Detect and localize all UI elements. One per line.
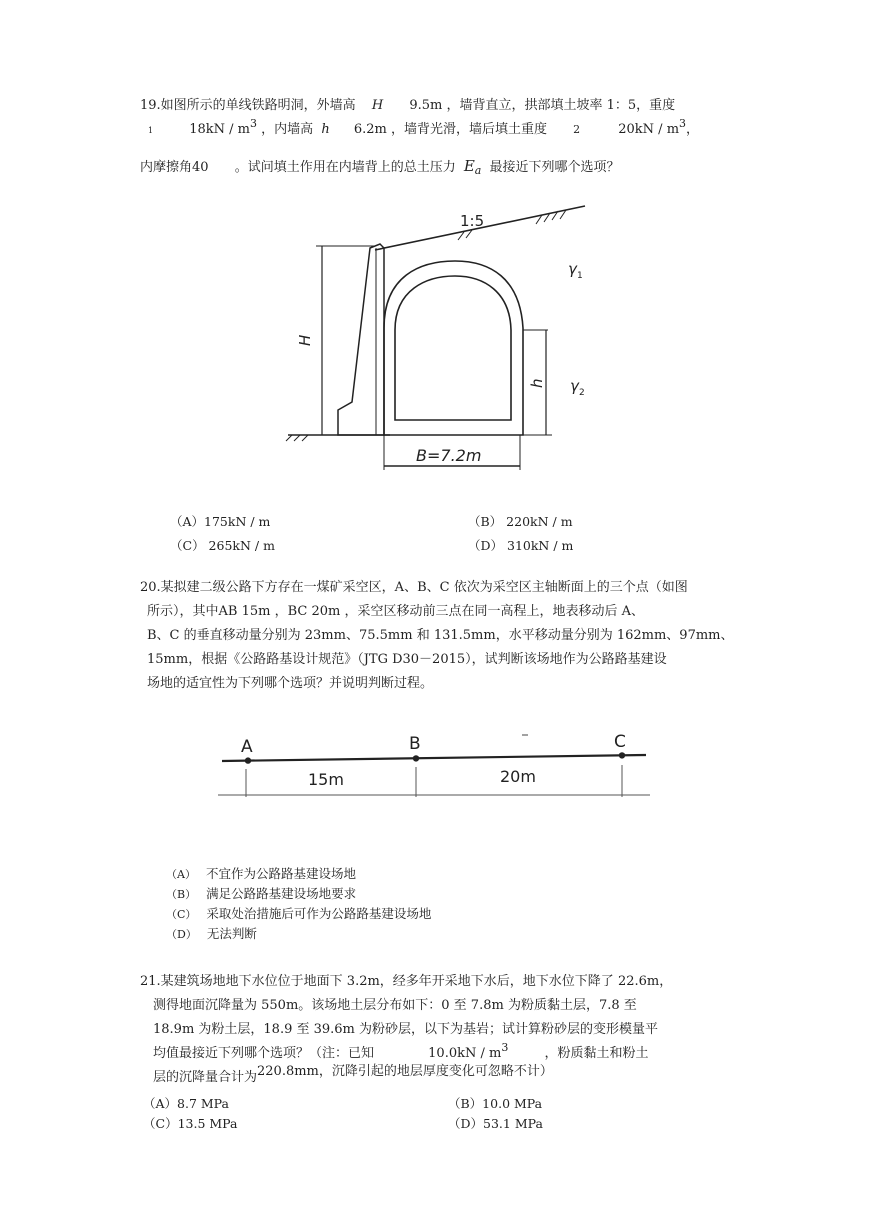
q19-gamma1-exponent: 3 bbox=[250, 117, 258, 130]
q21-option-d[interactable]: （D）53.1 MPa bbox=[448, 1116, 543, 1131]
q19-gamma2-exponent: 3 bbox=[679, 117, 687, 130]
ab-distance-label: 15m bbox=[308, 770, 344, 789]
q19-symbol-Ea-subscript: a bbox=[474, 164, 482, 177]
q19-tunnel-figure bbox=[280, 198, 600, 478]
tunnel-inner-lining bbox=[395, 276, 511, 420]
q20-option-b-text: 满足公路路基建设场地要求 bbox=[206, 886, 357, 901]
q20-option-d-key: （D） bbox=[166, 928, 197, 941]
q20-option-b-key: （B） bbox=[166, 888, 197, 901]
q21-line-4-tail: ，粉质黏土和粉土 bbox=[544, 1046, 649, 1061]
q21-line-5-tail: 220.8mm，沉降引起的地层厚度变化可忽略不计） bbox=[257, 1064, 553, 1079]
q19-line-2 bbox=[148, 118, 699, 137]
q19-gamma2-subscript: 2 bbox=[573, 123, 581, 136]
q19-symbol-Ea: E bbox=[463, 157, 475, 175]
q20-line-1: 20.某拟建二级公路下方存在一煤矿采空区，A、B、C 依次为采空区主轴断面上的三个点（如图 bbox=[140, 580, 688, 595]
B-dimension-label: B=7.2m bbox=[416, 446, 482, 465]
ground-hatching bbox=[286, 435, 308, 441]
gamma1-subscript-label: 1 bbox=[577, 271, 583, 281]
point-b-label: B bbox=[409, 734, 421, 754]
q20-line-5: 场地的适宜性为下列哪个选项？并说明判断过程。 bbox=[147, 676, 434, 691]
q21-line-4-lead: 均值最接近下列哪个选项？（注：已知 bbox=[153, 1046, 375, 1061]
q20-option-a[interactable] bbox=[166, 864, 356, 882]
q19-line-3 bbox=[140, 156, 620, 175]
section-line bbox=[222, 755, 646, 761]
q19-option-a[interactable]: （A）175kN / m bbox=[170, 514, 271, 529]
q21-line-5 bbox=[153, 1066, 553, 1085]
point-a-label: A bbox=[241, 737, 253, 757]
q19-symbol-H: H bbox=[371, 98, 384, 113]
gamma1-label: γ bbox=[568, 260, 577, 278]
q20-line-2: 所示），其中AB 15m ，BC 20m ，采空区移动前三点在同一高程上，地表移动后 A、 bbox=[147, 604, 644, 619]
q21-option-a[interactable]: （A）8.7 MPa bbox=[143, 1096, 229, 1111]
q20-option-a-text: 不宜作为公路路基建设场地 bbox=[205, 866, 356, 881]
gamma2-subscript-label: 2 bbox=[579, 388, 585, 398]
q21-line-5-lead: 层的沉降量合计为 bbox=[153, 1070, 258, 1085]
slope-ratio-label: 1:5 bbox=[460, 212, 485, 230]
q21-line-4-unit-weight: 10.0kN / m bbox=[428, 1046, 502, 1061]
q20-option-d-text: 无法判断 bbox=[206, 926, 257, 941]
q21-line-4 bbox=[153, 1042, 648, 1061]
q19-text-lead: 19.如图所示的单线铁路明洞，外墙高 bbox=[140, 98, 356, 113]
q19-text-question: 。试问填土作用在内墙背上的总土压力 bbox=[234, 160, 456, 175]
q19-text-friction: 内摩擦角40 bbox=[140, 160, 209, 175]
h-dimension-label: h bbox=[528, 378, 546, 388]
q20-option-a-key: （A） bbox=[166, 868, 196, 881]
q21-option-b[interactable]: （B）10.0 MPa bbox=[448, 1096, 543, 1111]
q20-option-d[interactable] bbox=[166, 924, 257, 942]
q19-text-mid: ，内墙高 bbox=[261, 122, 314, 137]
q19-symbol-h: h bbox=[321, 122, 330, 137]
q20-option-c-text: 采取处治措施后可作为公路路基建设场地 bbox=[206, 906, 432, 921]
point-b-marker bbox=[413, 755, 419, 761]
point-c-marker bbox=[619, 752, 625, 758]
q19-gamma2-value: 20kN / m bbox=[618, 122, 680, 137]
q19-line-1 bbox=[140, 94, 675, 113]
H-dimension-label: H bbox=[296, 334, 314, 346]
q21-line-4-exponent: 3 bbox=[501, 1041, 509, 1054]
q21-line-2: 测得地面沉降量为 550m。该场地土层分布如下：0 至 7.8m 为粉质黏土层，7.8 至 bbox=[153, 998, 637, 1013]
bc-distance-label: 20m bbox=[500, 767, 536, 786]
q19-gamma1-value: 18kN / m bbox=[189, 122, 251, 137]
q19-option-d[interactable]: （D） 310kN / m bbox=[468, 538, 574, 553]
q19-gamma1-subscript: 1 bbox=[148, 126, 154, 135]
q19-text-h-value: 6.2m ，墙背光滑，墙后填土重度 bbox=[353, 122, 547, 137]
q20-section-figure bbox=[210, 725, 660, 805]
point-c-label: C bbox=[614, 732, 626, 752]
q20-option-b[interactable] bbox=[166, 884, 356, 902]
q19-option-b[interactable]: （B） 220kN / m bbox=[468, 514, 573, 529]
q19-text-tail: 最接近下列哪个选项？ bbox=[489, 160, 620, 175]
q20-line-3: B、C 的垂直移动量分别为 23mm、75.5mm 和 131.5mm，水平移动量分别为 162mm、97mm、 bbox=[147, 628, 734, 643]
q20-option-c-key: （C） bbox=[166, 908, 197, 921]
tunnel-outer-lining bbox=[384, 261, 523, 435]
q21-option-c[interactable]: （C）13.5 MPa bbox=[143, 1116, 238, 1131]
q19-option-c[interactable]: （C） 265kN / m bbox=[170, 538, 275, 553]
q20-option-c[interactable] bbox=[166, 904, 431, 922]
outer-wall bbox=[338, 244, 384, 435]
gamma2-label: γ bbox=[570, 377, 579, 395]
q20-line-4: 15mm，根据《公路路基设计规范》（JTG D30－2015），试判断该场地作为公路路基建设 bbox=[147, 652, 667, 667]
q19-text-H-value: 9.5m ，墙背直立，拱部填土坡率 1：5，重度 bbox=[409, 98, 676, 113]
q19-text-comma: ， bbox=[686, 122, 700, 137]
q21-line-3: 18.9m 为粉土层，18.9 至 39.6m 为粉砂层，以下为基岩；试计算粉砂层的变形模量平 bbox=[153, 1022, 659, 1037]
q21-line-1: 21.某建筑场地地下水位位于地面下 3.2m，经多年开采地下水后，地下水位下降了 22.6m， bbox=[140, 974, 673, 989]
point-a-marker bbox=[245, 757, 251, 763]
